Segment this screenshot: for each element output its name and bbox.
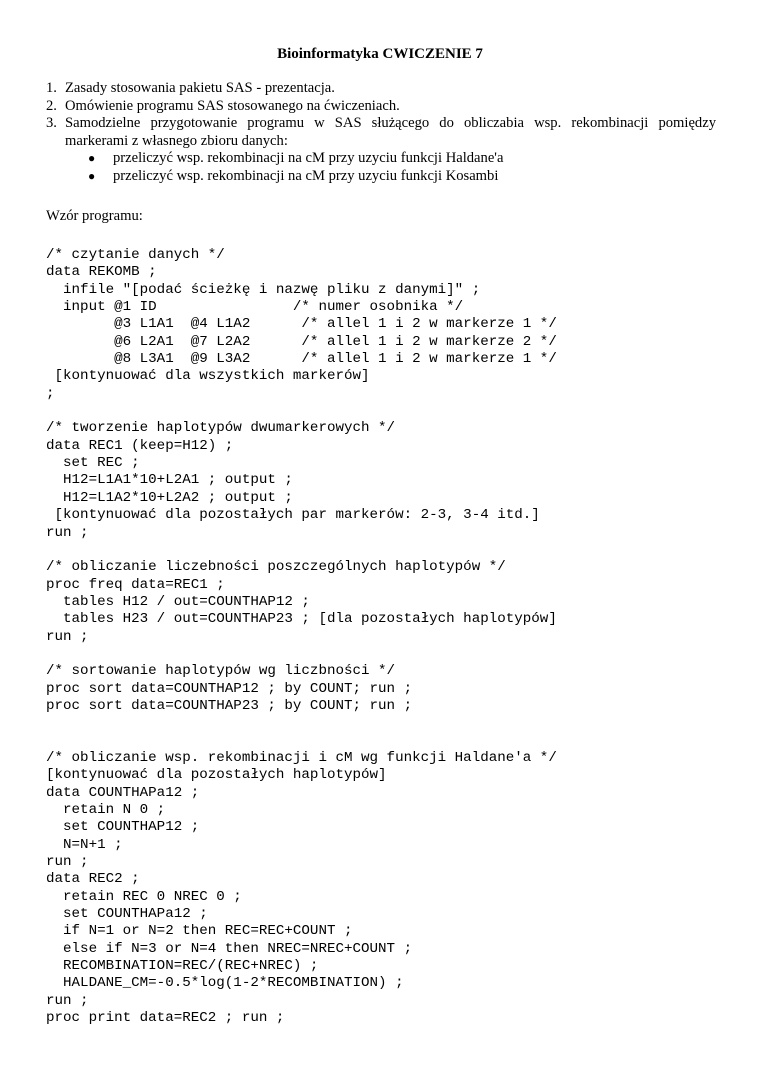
task-item-1 xyxy=(46,80,716,98)
code-line: data REC1 (keep=H12) ; xyxy=(46,437,234,454)
code-line: retain REC 0 NREC 0 ; xyxy=(46,888,242,905)
code-line: /* obliczanie wsp. rekombinacji i cM wg funkcji Haldane'a */ xyxy=(46,749,557,766)
code-line: /* czytanie danych */ xyxy=(46,247,225,263)
code-line: proc sort data=COUNTHAP12 ; by COUNT; run ; xyxy=(46,680,413,697)
task-text: Omówienie programu SAS stosowanego na ćwiczeniach. xyxy=(65,97,400,114)
code-line: /* sortowanie haplotypów wg liczbności */ xyxy=(46,663,396,680)
code-line: input @1 ID /* numer osobnika */ xyxy=(46,299,464,316)
bullet-icon: ● xyxy=(88,168,96,183)
code-line: data REKOMB ; xyxy=(46,264,157,281)
code-line xyxy=(46,715,746,732)
code-line: run ; xyxy=(46,992,89,1009)
code-line: tables H23 / out=COUNTHAP23 ; [dla pozostałych haplotypów] xyxy=(46,611,557,628)
code-line: proc freq data=REC1 ; xyxy=(46,576,225,593)
code-line: proc print data=REC2 ; run ; xyxy=(46,1010,285,1027)
code-line: N=N+1 ; xyxy=(46,836,123,853)
subtask-text: przeliczyć wsp. rekombinacji na cM przy uzyciu funkcji Kosambi xyxy=(113,167,499,184)
code-line: H12=L1A1*10+L2A1 ; output ; xyxy=(46,472,293,489)
code-line: retain N 0 ; xyxy=(46,802,166,818)
code-line xyxy=(46,542,746,559)
code-line: proc sort data=COUNTHAP23 ; by COUNT; run ; xyxy=(46,697,413,714)
code-line: @6 L2A1 @7 L2A2 /* allel 1 i 2 w markerze 2 */ xyxy=(46,333,557,350)
code-line: HALDANE_CM=-0.5*log(1-2*RECOMBINATION) ; xyxy=(46,975,404,992)
code-line: @8 L3A1 @9 L3A2 /* allel 1 i 2 w markerze 1 */ xyxy=(46,351,557,368)
code-block xyxy=(46,247,746,1027)
task-item-3 xyxy=(46,115,716,150)
subtask-container xyxy=(46,150,716,185)
code-line: /* obliczanie liczebności poszczególnych haplotypów */ xyxy=(46,559,506,576)
task-number: 3. xyxy=(46,115,57,131)
page-title: Bioinformatyka CWICZENIE 7 xyxy=(277,46,483,62)
subtask-list xyxy=(46,150,716,185)
task-list xyxy=(46,80,716,185)
code-line: RECOMBINATION=REC/(REC+NREC) ; xyxy=(46,958,319,975)
code-line: ; xyxy=(46,385,55,402)
code-line: run ; xyxy=(46,524,89,541)
code-line: [kontynuować dla pozostałych par markerów: 2-3, 3-4 itd.] xyxy=(46,507,540,524)
task-number: 1. xyxy=(46,80,57,96)
code-line: tables H12 / out=COUNTHAP12 ; xyxy=(46,593,310,610)
task-number: 2. xyxy=(46,97,57,114)
code-line: /* tworzenie haplotypów dwumarkerowych */ xyxy=(46,420,396,437)
code-line: set REC ; xyxy=(46,455,140,472)
code-line xyxy=(46,646,746,663)
task-text: Zasady stosowania pakietu SAS - prezentacja. xyxy=(65,80,335,96)
code-line: set COUNTHAP12 ; xyxy=(46,819,200,836)
code-line: data REC2 ; xyxy=(46,871,140,888)
task-text: Samodzielne przygotowanie programu w SAS służącego do obliczabia wsp. rekombinacji pomiędzy markerami z własnego zbioru danych: xyxy=(65,115,716,149)
code-line: [kontynuować dla pozostałych haplotypów] xyxy=(46,767,387,784)
subtask-item-kosambi xyxy=(88,168,716,186)
code-line: if N=1 or N=2 then REC=REC+COUNT ; xyxy=(46,923,353,940)
code-line: data COUNTHAPa12 ; xyxy=(46,784,200,801)
code-line: [kontynuować dla wszystkich markerów] xyxy=(46,368,370,385)
code-line: H12=L1A2*10+L2A2 ; output ; xyxy=(46,489,293,506)
task-item-2 xyxy=(46,98,716,116)
code-line: @3 L1A1 @4 L1A2 /* allel 1 i 2 w markerze 1 */ xyxy=(46,316,557,333)
code-line: else if N=3 or N=4 then NREC=NREC+COUNT ; xyxy=(46,940,413,957)
program-label: Wzór programu: xyxy=(46,208,143,224)
code-line: run ; xyxy=(46,854,89,871)
code-line: run ; xyxy=(46,628,89,645)
subtask-item-haldane xyxy=(88,150,716,168)
subtask-text: przeliczyć wsp. rekombinacji na cM przy uzyciu funkcji Haldane'a xyxy=(113,150,504,166)
code-line: set COUNTHAPa12 ; xyxy=(46,906,208,923)
task-text-block xyxy=(65,115,716,150)
code-line xyxy=(46,733,746,750)
code-line: infile "[podać ścieżkę i nazwę pliku z danymi]" ; xyxy=(46,281,481,298)
code-line xyxy=(46,403,746,420)
bullet-icon: ● xyxy=(88,151,96,165)
